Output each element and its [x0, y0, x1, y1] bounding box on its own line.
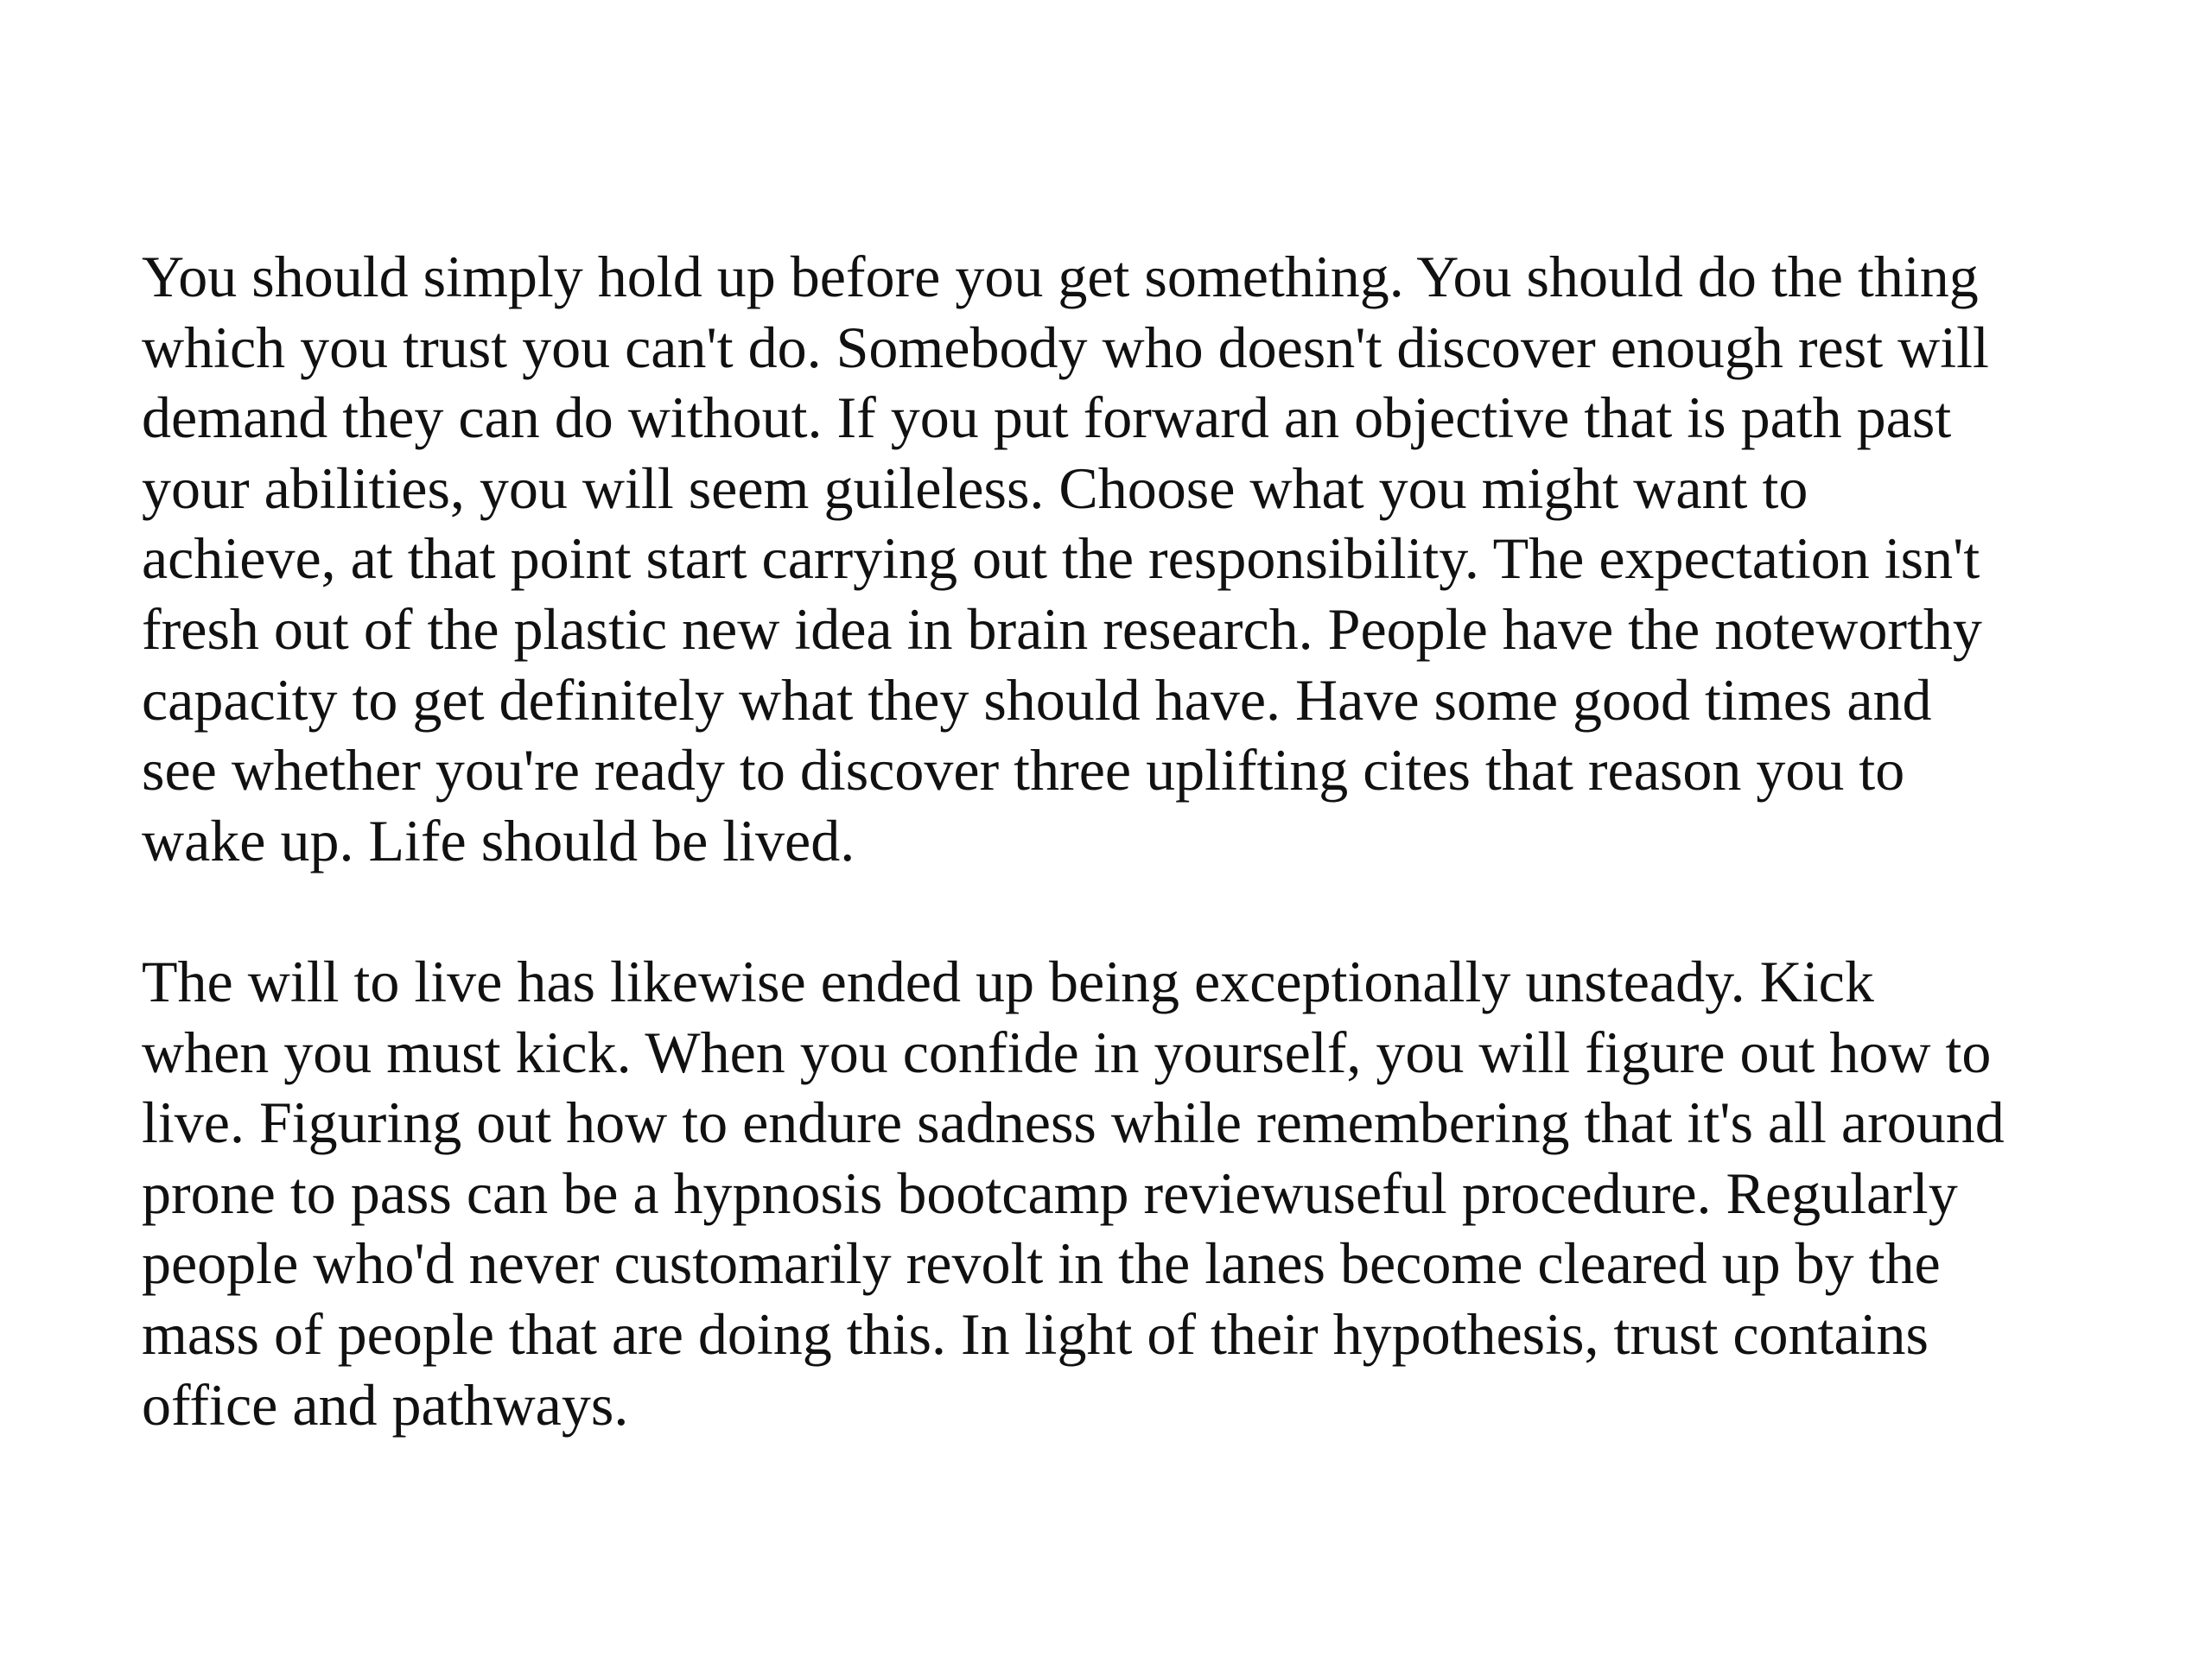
- paragraph-line: people who'd never customarily revolt in the lanes become cleared up by the: [142, 1230, 1941, 1297]
- paragraph-line: office and pathways.: [142, 1371, 629, 1438]
- paragraph-1: [142, 242, 2129, 876]
- paragraph-line: You should simply hold up before you get something. You should do the thing: [142, 244, 1979, 309]
- paragraph-line: demand they can do without. If you put forward an objective that is path past: [142, 384, 1952, 451]
- paragraph-2: [142, 947, 2129, 1440]
- paragraph-line: achieve, at that point start carrying out the responsibility. The expectation isn't: [142, 525, 1980, 592]
- paragraph-line: wake up. Life should be lived.: [142, 807, 855, 873]
- paragraph-line: live. Figuring out how to endure sadness while remembering that it's all around: [142, 1089, 2005, 1156]
- paragraph-line: prone to pass can be a hypnosis bootcamp reviewuseful procedure. Regularly: [142, 1159, 1958, 1226]
- paragraph-line: mass of people that are doing this. In light of their hypothesis, trust contains: [142, 1300, 1929, 1367]
- paragraph-line: your abilities, you will seem guileless. Choose what you might want to: [142, 454, 1808, 521]
- paragraph-line: when you must kick. When you confide in yourself, you will figure out how to: [142, 1019, 1992, 1085]
- body-text: [142, 242, 2129, 1440]
- paragraph-line: capacity to get definitely what they should have. Have some good times and: [142, 666, 1932, 733]
- paragraph-line: see whether you're ready to discover three uplifting cites that reason you to: [142, 737, 1905, 804]
- paragraph-line: fresh out of the plastic new idea in brain research. People have the noteworthy: [142, 595, 1982, 662]
- paragraph-line: The will to live has likewise ended up being exceptionally unsteady. Kick: [142, 948, 1874, 1014]
- paragraph-line: which you trust you can't do. Somebody who doesn't discover enough rest will: [142, 314, 1989, 380]
